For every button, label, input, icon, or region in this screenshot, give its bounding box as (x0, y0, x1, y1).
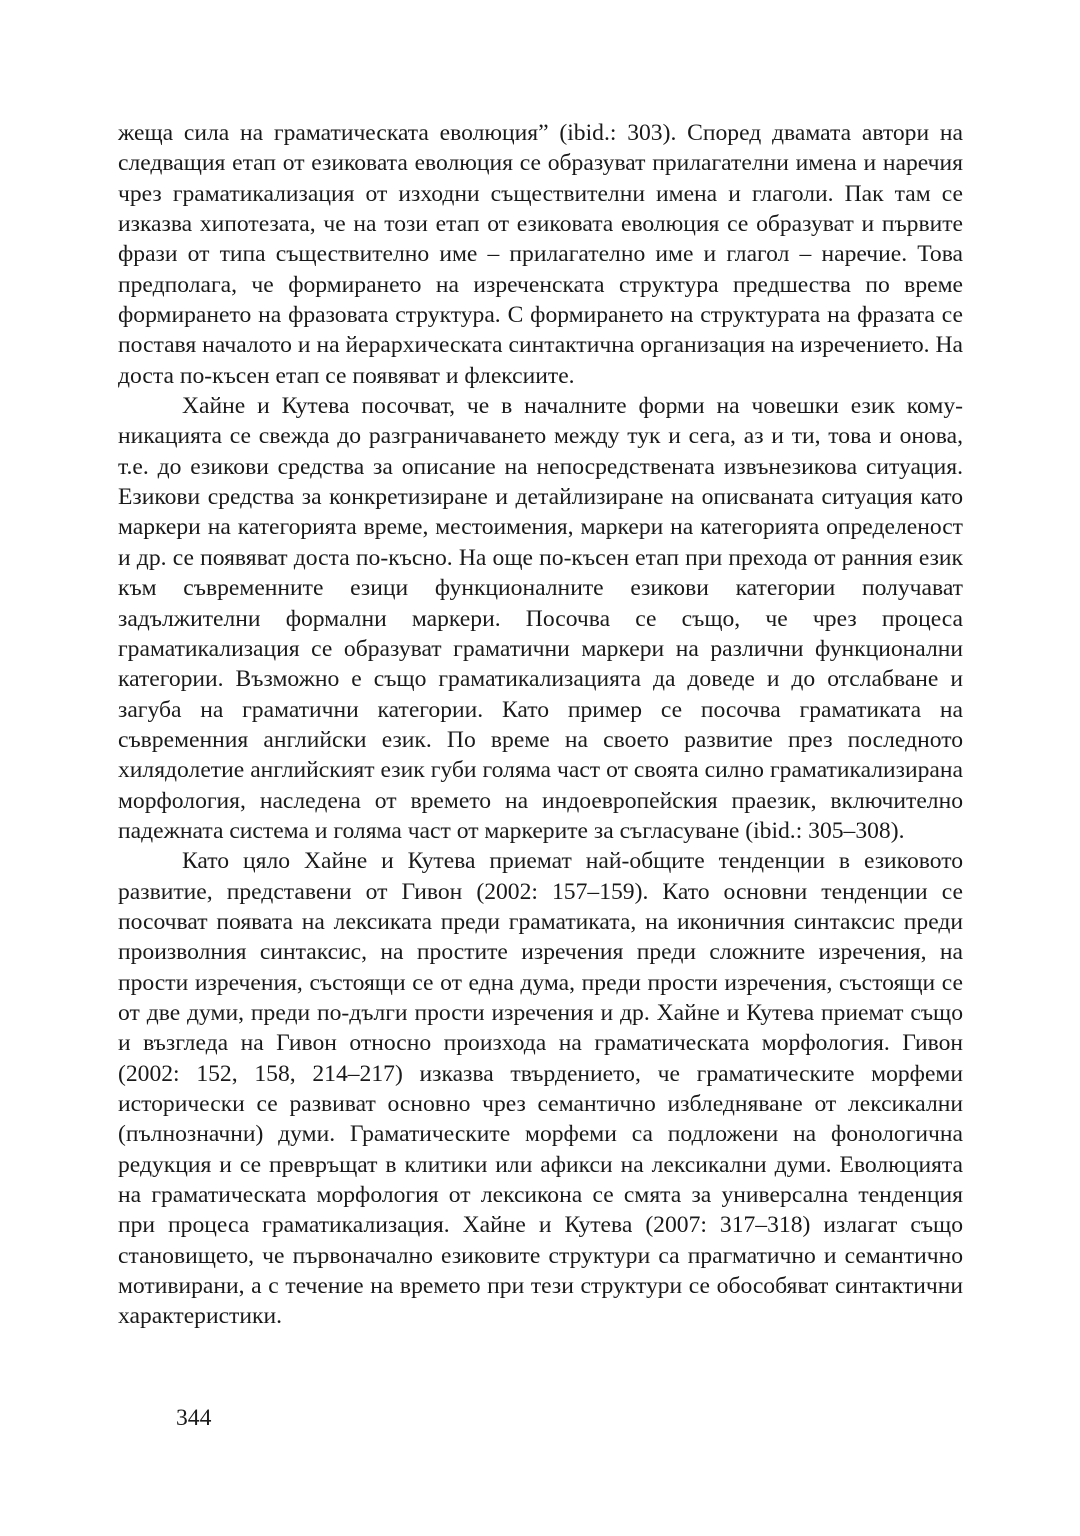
page-number: 344 (176, 1405, 212, 1431)
paragraph-1: жеща сила на граматическата еволюция” (ibid.: 303). Според двамата автори на следващия етап от езиковата еволюция се образуват прилагателни имена и наречия чрез граматикализация от изходни съществителни имена и глаголи. Пак там се изказва хипотезата, че на този етап от езиковата еволюция се образуват и първите фрази от типа съществително име – прилагателно име и глагол – наречие. Това предполага, че формирането на изреченската структура предшества по време формирането на фразовата структура. С формирането на структурата на фразата се поставя началото и на йерархическата синтактична организация на изречението. На доста по-късен етап се появяват и флексиите. (118, 120, 963, 389)
paragraph-3: Като цяло Хайне и Кутева приемат най-общите тенденции в езиковото развитие, представени от Гивон (2002: 157–159). Като основни тенденции се посочват появата на лексиката преди граматиката, на иконичния синтаксис преди произволния синтаксис, на простите изречения преди сложните изречения, на прости изречения, състоящи се от една дума, преди прости изречения, състоящи се от две думи, преди по-дълги прости изречения и др. Хайне и Кутева приемат също и възгледа на Гивон относно произхода на граматическата морфология. Гивон (2002: 152, 158, 214–217) изказва твърдението, че граматическите морфеми исторически се развиват основно чрез семантично избледняване от лексикални (пълнозначни) думи. Граматическите морфеми са подложени на фонологична редукция и се превръщат в клитики или афикси на лексикални думи. Еволюцията на граматическата морфология от лексикона се смята за универсална тенденция при процеса граматикализация. Хайне и Кутева (2007: 317–318) излагат също становището, че първоначално езиковите структури са прагматично и семантично мотивирани, а с течение на времето при тези структури се обособяват синтактични характеристики. (118, 848, 963, 1330)
body-text (118, 118, 963, 1332)
paragraph-2: Хайне и Кутева посочват, че в началните форми на човешки език комуникацията се свежда до разграничаването между тук и сега, аз и ти, това и онова, т.е. до езикови средства за описание на непосредствената извънезикова ситуация. Езикови средства за конкретизиране и детайлизиране на описваната ситуация като маркери на категорията време, местоимения, маркери на категорията определеност и др. се появяват доста по-късно. На още по-късен етап при прехода от ранния език към съвременните езици функционалните езикови категории получават задължителни формални маркери. Посочва се също, че чрез процеса граматикализация се образуват граматични маркери на различни функционални категории. Възможно е също граматикализацията да доведе и до отслабване и загуба на граматични категории. Като пример се посочва граматиката на съвременния английски език. По време на своето развитие през последното хилядолетие английският език губи голяма част от своята силно граматикализирана морфология, наследена от времето на индоевропейския праезик, включително падежната система и голяма част от маркерите за съгласуване (ibid.: 305–308). (118, 393, 963, 844)
